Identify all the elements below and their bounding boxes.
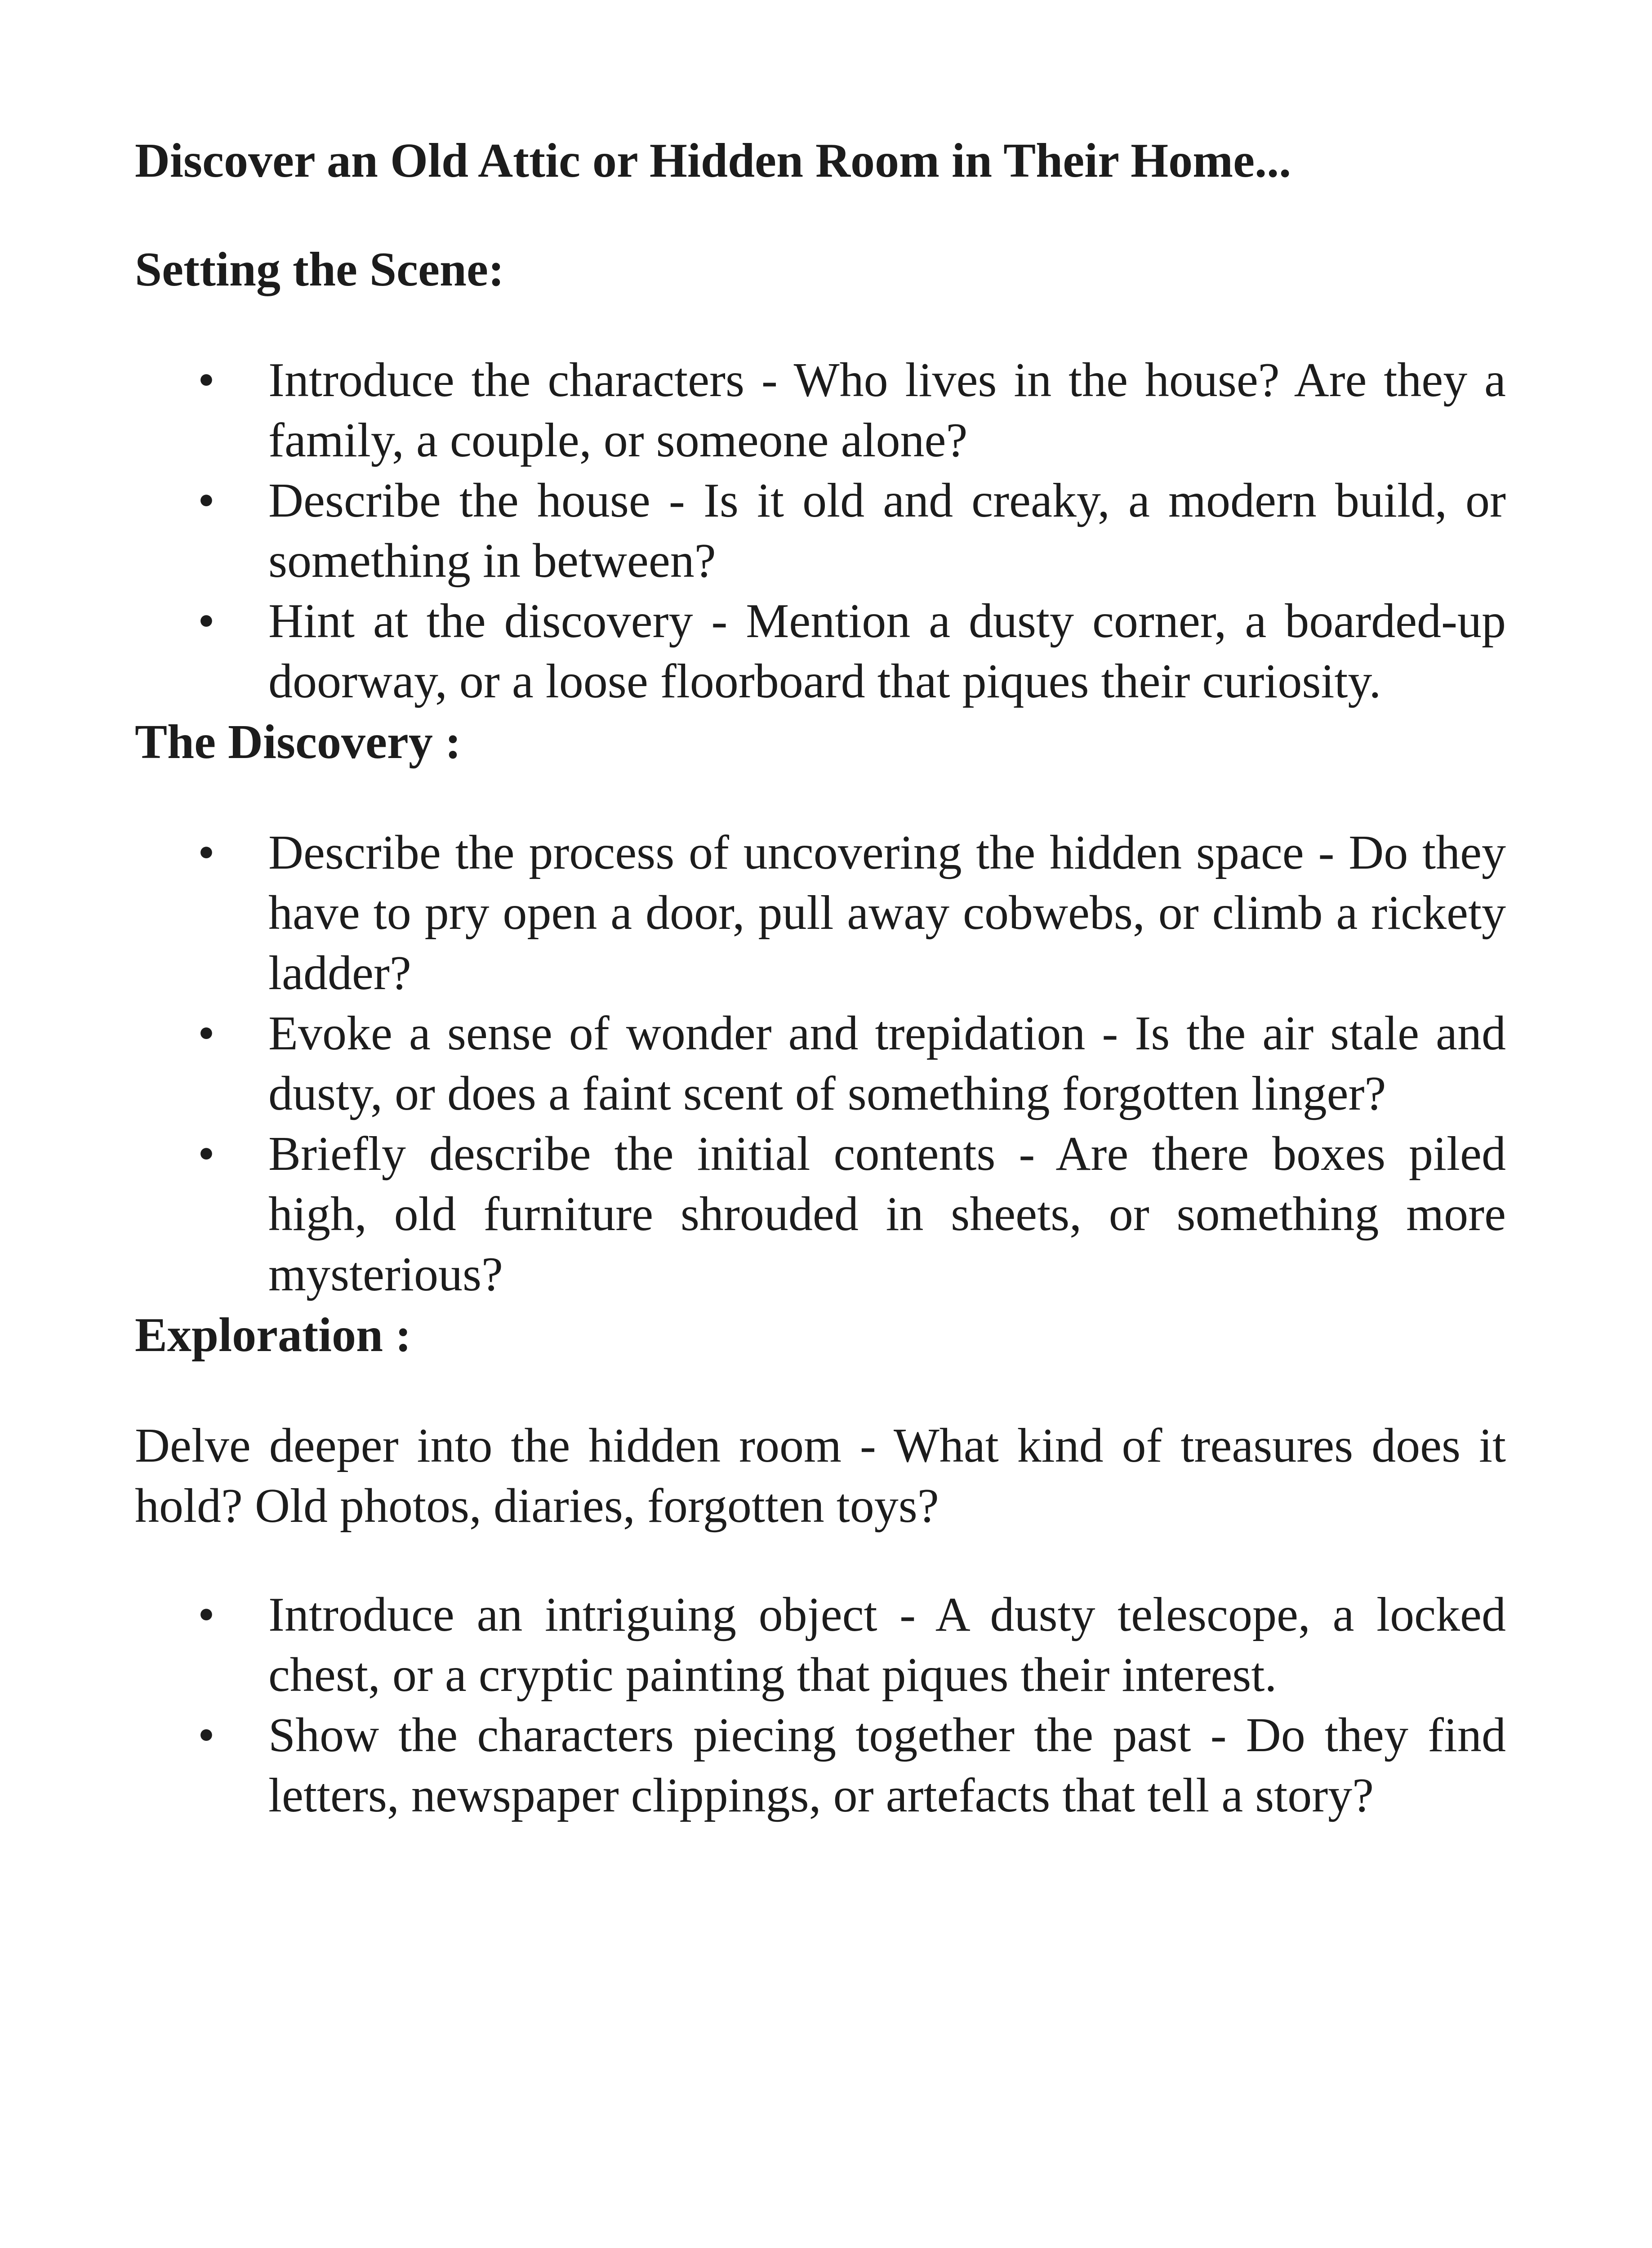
list-item	[135, 823, 1506, 1004]
section-heading-setting-the-scene: Setting the Scene:	[135, 243, 504, 296]
exploration-paragraph: Delve deeper into the hidden room - What kind of treasures does it hold? Old photos, diaries, forgotten toys?	[135, 1419, 1506, 1533]
section-heading-the-discovery: The Discovery :	[135, 715, 461, 769]
bullet-icon: •	[198, 353, 215, 407]
bullet-icon: •	[198, 1127, 215, 1181]
bullet-icon: •	[198, 1588, 215, 1641]
section-heading-exploration: Exploration :	[135, 1308, 412, 1362]
list-item	[135, 350, 1506, 471]
document-page	[135, 130, 1506, 1826]
list-item	[135, 1124, 1506, 1305]
list-item-text: Describe the house - Is it old and creaky, a modern build, or something in between?	[268, 474, 1506, 588]
bullet-icon: •	[198, 826, 215, 879]
bullet-list-exploration	[135, 1585, 1506, 1826]
list-item-text: Briefly describe the initial contents - Are there boxes piled high, old furniture shrouded in sheets, or something more mysterious?	[268, 1127, 1506, 1301]
bullet-icon: •	[198, 1007, 215, 1060]
list-item-text: Show the characters piecing together the past - Do they find letters, newspaper clippings, or artefacts that tell a story?	[268, 1708, 1506, 1822]
bullet-list-the-discovery	[135, 823, 1506, 1305]
list-item	[135, 1705, 1506, 1826]
page-title: Discover an Old Attic or Hidden Room in Their Home...	[135, 134, 1291, 187]
bullet-list-setting-the-scene	[135, 350, 1506, 712]
list-item-text: Describe the process of uncovering the hidden space - Do they have to pry open a door, pull away cobwebs, or climb a rickety ladder?	[268, 826, 1506, 1000]
list-item	[135, 591, 1506, 712]
list-item-text: Hint at the discovery - Mention a dusty corner, a boarded-up doorway, or a loose floorboard that piques their curiosity.	[268, 594, 1506, 708]
list-item	[135, 1004, 1506, 1124]
bullet-icon: •	[198, 474, 215, 527]
bullet-icon: •	[198, 1708, 215, 1762]
list-item	[135, 471, 1506, 591]
list-item	[135, 1585, 1506, 1705]
list-item-text: Introduce an intriguing object - A dusty telescope, a locked chest, or a cryptic painting that piques their interest.	[268, 1588, 1506, 1702]
list-item-text: Introduce the characters - Who lives in the house? Are they a family, a couple, or someone alone?	[268, 353, 1506, 467]
list-item-text: Evoke a sense of wonder and trepidation - Is the air stale and dusty, or does a faint scent of something forgotten linger?	[268, 1007, 1506, 1120]
bullet-icon: •	[198, 594, 215, 648]
